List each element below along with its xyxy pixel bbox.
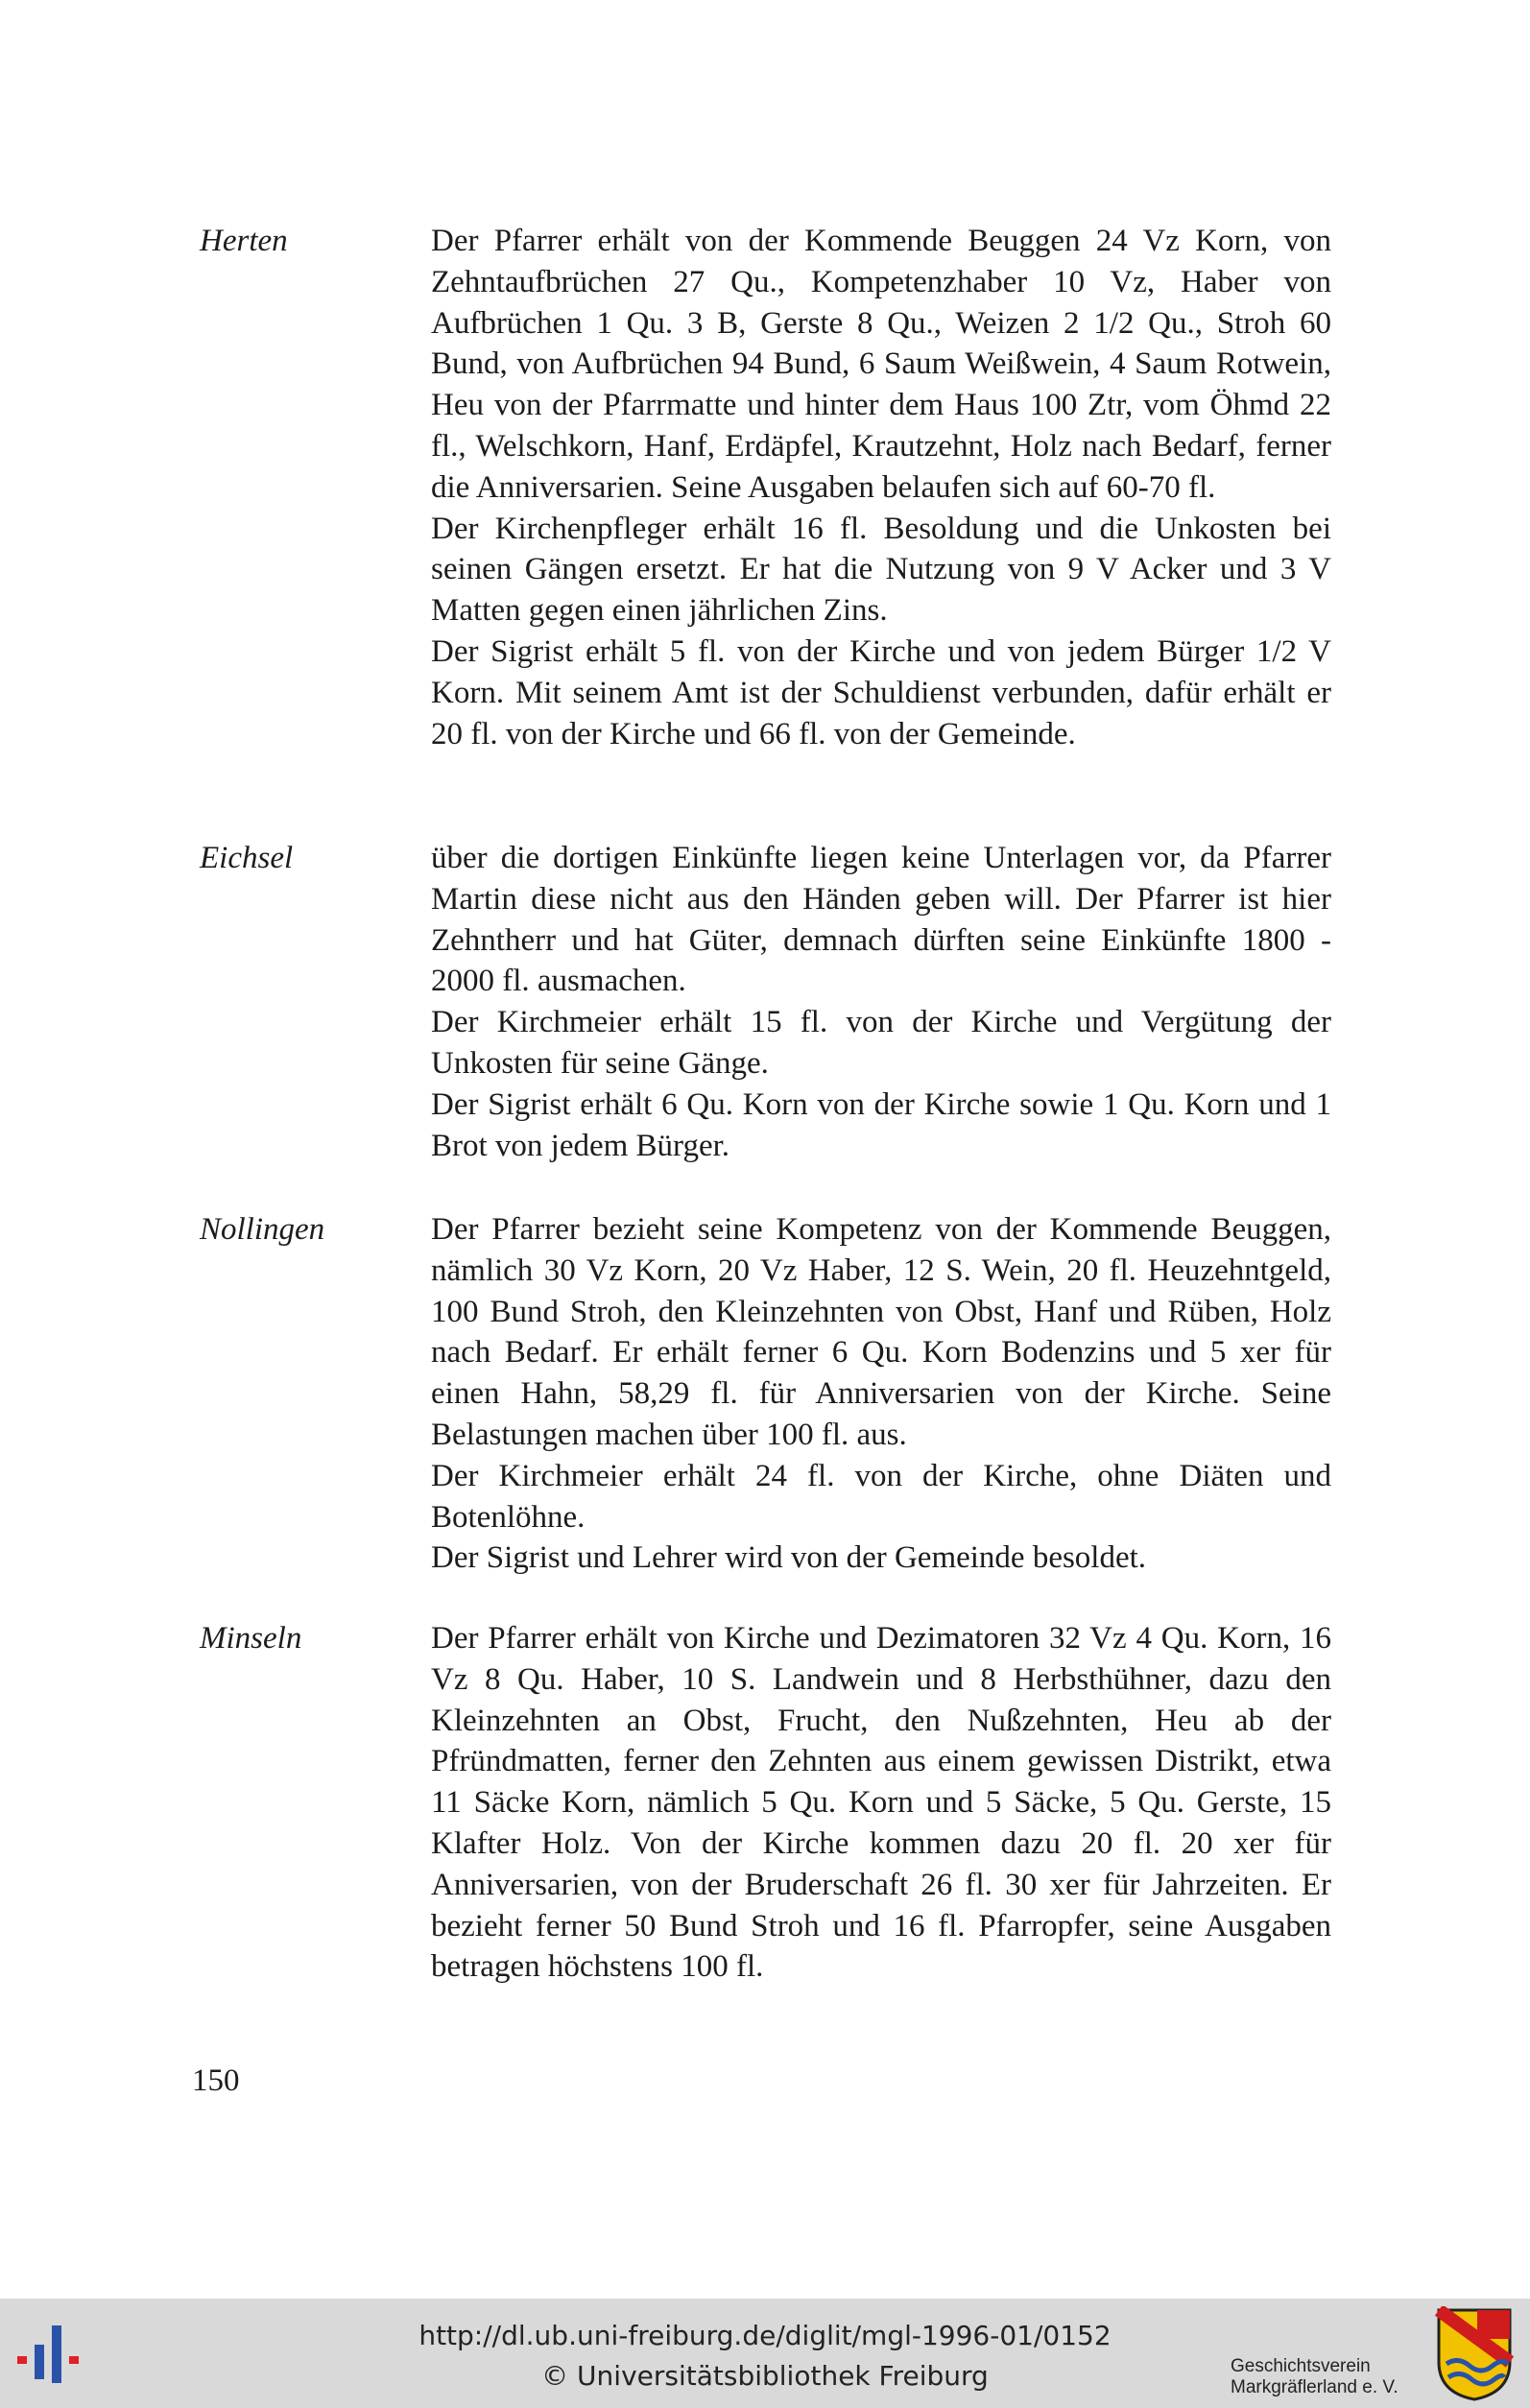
- paragraph: Der Pfarrer bezieht seine Kompetenz von der Kommende Beuggen, nämlich 30 Vz Korn, 20 Vz Haber, 12 S. Wein, 20 fl. Heuzehntgeld, 100 Bund Stroh, den Kleinzehnten von Obst, Hanf und Rüben, Holz nach Bedarf. Er erhält ferner 6 Qu. Korn Bodenzins und 5 xer für einen Hahn, 58,29 fl. für Anniversarien von der Kirche. Seine Belastungen machen über 100 fl. aus.: [431, 1212, 1331, 1452]
- society-name: [1231, 2356, 1399, 2398]
- paragraph: Der Kirchenpfleger erhält 16 fl. Besoldung und die Unkosten bei seinen Gängen ersetzt. Er hat die Nutzung von 9 V Acker und 3 V Matten gegen einen jährlichen Zins.: [431, 511, 1331, 629]
- entry-text: [431, 221, 1331, 754]
- paragraph: Der Sigrist erhält 5 fl. von der Kirche und von jedem Bürger 1/2 V Korn. Mit seinem Amt ist der Schuldienst verbunden, dafür erhält er 20 fl. von der Kirche und 66 fl. von der Gemeinde.: [431, 633, 1331, 751]
- society-name-line: Markgräflerland e. V.: [1231, 2377, 1399, 2397]
- entry-text: [431, 1618, 1331, 1988]
- paragraph: Der Sigrist erhält 6 Qu. Korn von der Kirche sowie 1 Qu. Korn und 1 Brot von jedem Bürger.: [431, 1086, 1331, 1163]
- entry-text: [431, 1209, 1331, 1579]
- entry-text: [431, 838, 1331, 1166]
- place-name: Nollingen: [200, 1212, 325, 1247]
- copyright-text: © Universitätsbibliothek Freiburg: [541, 2360, 989, 2392]
- paragraph: Der Pfarrer erhält von der Kommende Beuggen 24 Vz Korn, von Zehntaufbrüchen 27 Qu., Kompetenzhaber 10 Vz, Haber von Aufbrüchen 1 Qu. 3 B, Gerste 8 Qu., Weizen 2 1/2 Qu., Stroh 60 Bund, von Aufbrüchen 94 Bund, 6 Saum Weißwein, 4 Saum Rotwein, Heu von der Pfarrmatte und hinter dem Haus 100 Ztr, vom Öhmd 22 fl., Welschkorn, Hanf, Erdäpfel, Krautzehnt, Holz nach Bedarf, ferner die Anniversarien. Seine Ausgaben belaufen sich auf 60-70 fl.: [431, 224, 1331, 505]
- coat-of-arms-icon: [1435, 2306, 1514, 2402]
- source-url-link[interactable]: http://dl.ub.uni-freiburg.de/diglit/mgl-1996-01/0152: [418, 2320, 1112, 2351]
- society-name-line: Geschichtsverein: [1231, 2356, 1371, 2376]
- place-name: Herten: [200, 224, 288, 258]
- place-name: Eichsel: [200, 841, 294, 875]
- paragraph: über die dortigen Einkünfte liegen keine Unterlagen vor, da Pfarrer Martin diese nicht aus den Händen geben will. Der Pfarrer ist hier Zehntherr und hat Güter, demnach dürften seine Einkünfte 1800 - 2000 fl. ausmachen.: [431, 841, 1331, 999]
- place-name: Minseln: [200, 1621, 302, 1656]
- paragraph: Der Sigrist und Lehrer wird von der Gemeinde besoldet.: [431, 1540, 1147, 1576]
- page-number: 150: [192, 2063, 240, 2098]
- footer-bar: [0, 2299, 1530, 2408]
- paragraph: Der Kirchmeier erhält 15 fl. von der Kirche und Vergütung der Unkosten für seine Gänge.: [431, 1005, 1331, 1081]
- paragraph: Der Pfarrer erhält von Kirche und Dezimatoren 32 Vz 4 Qu. Korn, 16 Vz 8 Qu. Haber, 10 S. Landwein und 8 Herbsthühner, dazu den Kleinzehnten an Obst, Frucht, den Nußzehnten, Heu ab der Pfründmatten, ferner den Zehnten aus einem gewissen Distrikt, etwa 11 Säcke Korn, nämlich 5 Qu. Korn und 5 Säcke, 5 Qu. Gerste, 15 Klafter Holz. Von der Kirche kommen dazu 20 fl. 20 xer für Anniversarien, von der Bruderschaft 26 fl. 30 xer für Jahrzeiten. Er bezieht ferner 50 Bund Stroh und 16 fl. Pfarropfer, seine Ausgaben betragen höchstens 100 fl.: [431, 1621, 1331, 1985]
- paragraph: Der Kirchmeier erhält 24 fl. von der Kirche, ohne Diäten und Botenlöhne.: [431, 1458, 1331, 1535]
